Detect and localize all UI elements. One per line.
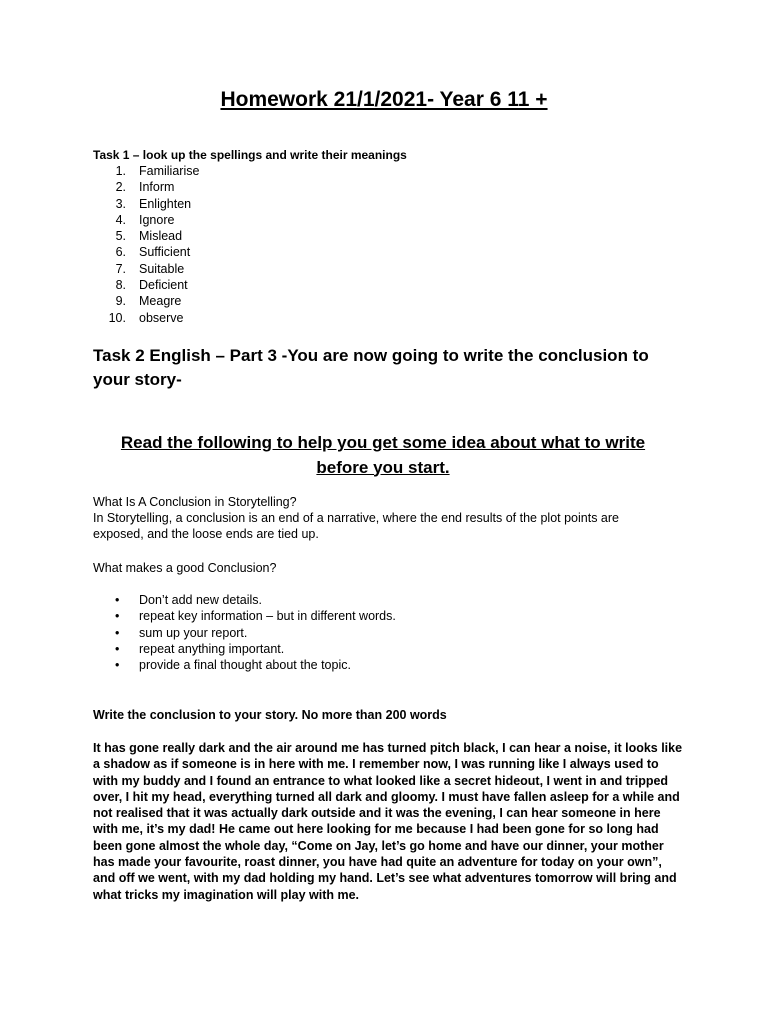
spelling-word: Enlighten [139, 196, 192, 211]
list-number: 3. [115, 196, 126, 211]
page-title: Homework 21/1/2021- Year 6 11 + [220, 88, 548, 111]
bullet-icon: • [115, 609, 120, 624]
list-item [93, 310, 199, 326]
bullet-icon: • [115, 658, 120, 673]
list-item [93, 608, 396, 624]
bullet-icon: • [115, 641, 120, 656]
list-item [93, 244, 199, 260]
list-item [93, 212, 199, 228]
spelling-word: Mislead [139, 229, 183, 244]
spelling-word: Sufficient [139, 245, 191, 260]
spelling-word: observe [139, 310, 184, 325]
list-number: 6. [115, 245, 126, 260]
tips-list [93, 592, 396, 673]
tip-text: sum up your report. [139, 625, 248, 640]
list-item [93, 179, 199, 195]
conclusion-question: What Is A Conclusion in Storytelling? [93, 495, 297, 509]
bullet-icon: • [115, 625, 120, 640]
list-item [93, 293, 199, 309]
conclusion-definition: In Storytelling, a conclusion is an end of a narrative, where the end results of the plot points are exposed, and the loose ends are tied up. [93, 511, 620, 542]
tip-text: repeat anything important. [139, 641, 285, 656]
list-item [93, 228, 199, 244]
list-number: 4. [115, 212, 126, 227]
list-item [93, 163, 199, 179]
good-conclusion-question: What makes a good Conclusion? [93, 561, 277, 575]
bullet-icon: • [115, 593, 120, 607]
tip-text: repeat key information – but in different words. [139, 609, 396, 624]
writing-instruction: Write the conclusion to your story. No more than 200 words [93, 708, 447, 722]
story-paragraph: It has gone really dark and the air around me has turned pitch black, I can hear a noise, it looks like a shadow as if someone is in here with me. I remember now, I was running like I always used to with my buddy and I found an entrance to what looked like a secret hideout, I went in and tripped over, I hit my head, everything turned all dark and gloomy. I must have fallen asleep for a while and not realised that it was actually dark outside and it was the evening, I can hear someone in here with me, it’s my dad! He came out here looking for me because I had been gone for so long had been gone almost the whole day, “Come on Jay, let’s go home and have our dinner, your mother has made your favourite, roast dinner, you have had quite an adventure for today on your own”, and off we went, with my dad holding my hand. Let’s see what adventures tomorrow will bring and what tricks my imagination will play with me. [93, 741, 683, 902]
spelling-word: Meagre [139, 294, 182, 309]
task1-heading: Task 1 – look up the spellings and write their meanings [93, 148, 407, 162]
spelling-word: Suitable [139, 261, 185, 276]
list-number: 10. [108, 310, 126, 325]
spelling-list [93, 163, 199, 326]
list-number: 8. [115, 278, 126, 293]
list-item [93, 592, 396, 608]
list-item [93, 657, 396, 673]
tip-text: Don’t add new details. [139, 593, 262, 607]
list-number: 1. [115, 164, 126, 178]
read-following-heading: Read the following to help you get some idea about what to write before you start. [120, 433, 646, 477]
spelling-word: Ignore [139, 212, 175, 227]
spelling-word: Inform [139, 180, 175, 195]
tip-text: provide a final thought about the topic. [139, 658, 351, 673]
list-number: 9. [115, 294, 126, 309]
list-number: 2. [115, 180, 126, 195]
list-number: 5. [115, 229, 126, 244]
task2-heading: Task 2 English – Part 3 -You are now going to write the conclusion to your story- [93, 346, 649, 389]
list-item [93, 261, 199, 277]
list-item [93, 196, 199, 212]
spelling-word: Familiarise [139, 164, 200, 178]
list-item [93, 641, 396, 657]
list-item [93, 277, 199, 293]
list-item [93, 625, 396, 641]
list-number: 7. [115, 261, 126, 276]
spelling-word: Deficient [139, 278, 188, 293]
